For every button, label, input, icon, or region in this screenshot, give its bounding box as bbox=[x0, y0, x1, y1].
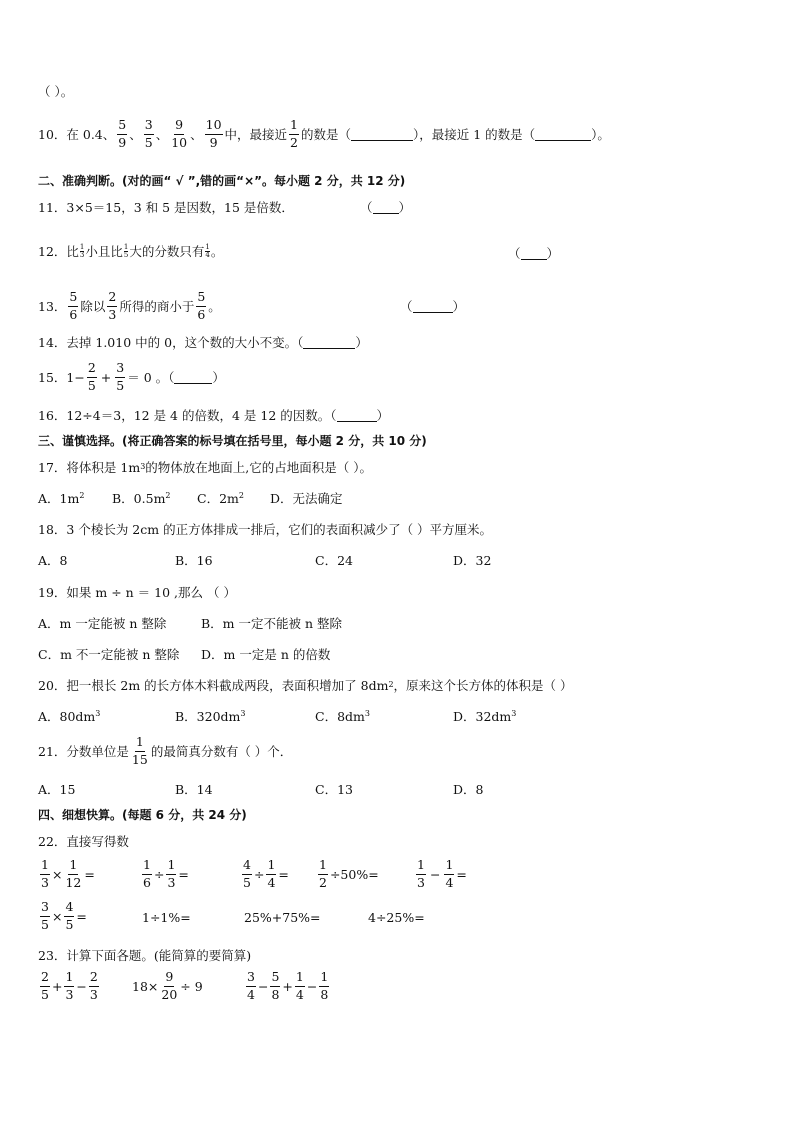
question-20: 20．把一根长 2m 的长方体木料截成两段，表面积增加了 8dm 2 ，原来这个长方体的体积是（ ） bbox=[38, 678, 573, 693]
question-11: 11．3×5＝15，3 和 5 是因数，15 是倍数． bbox=[38, 200, 294, 215]
option-b[interactable]: B．14 bbox=[175, 782, 213, 797]
question-22-title: 22．直接写得数 bbox=[38, 834, 129, 849]
option-b[interactable]: B．$0.5m^2$ bbox=[112, 490, 171, 506]
fraction: $\frac{3}{5}$ bbox=[144, 117, 153, 150]
section-heading-3: 三、谨慎选择。(将正确答案的标号填在括号里，每小题 2 分，共 10 分) bbox=[38, 434, 427, 448]
question-23-title: 23．计算下面各题。(能简算的要简算) bbox=[38, 948, 252, 963]
question-14: 14．去掉 1.010 中的 0，这个数的大小不变。（ ） bbox=[38, 335, 368, 350]
expression: $\frac{1}{3}$ × $\frac{1}{12}$ = bbox=[41, 857, 95, 890]
fraction: $\frac{1}{2}$ bbox=[290, 117, 298, 150]
fraction: $\frac{10}{9}$ bbox=[205, 117, 222, 150]
question-21: 21．分数单位是 $\frac{1}{15}$ 的最简真分数有（ ）个． bbox=[38, 734, 293, 767]
option-a[interactable]: A．15 bbox=[38, 782, 76, 797]
expression: 25%+75%= bbox=[244, 910, 321, 925]
section-heading-2: 二、准确判断。(对的画“ √ ”,错的画“×”。每小题 2 分，共 12 分) bbox=[38, 174, 406, 188]
answer-blank[interactable] bbox=[174, 371, 212, 384]
expression: $\frac{1}{2}$ ÷50%= bbox=[319, 857, 379, 890]
expression: 1÷1%= bbox=[142, 910, 191, 925]
question-10: 10． 在 0.4、 $\frac{5}{9}$ 、 $\frac{3}{5}$ 、 $\frac{9}{10}$ 、 $\frac{10}{9}$ 中，最接近 $\frac{1}{2}$ 的数是（ ），最接近 1 的数是（ ）。 bbox=[38, 117, 610, 150]
option-a[interactable]: A．$80dm^3$ bbox=[38, 708, 101, 724]
question-17: 17．将体积是 1m 3 的物体放在地面上,它的占地面积是（ ）。 bbox=[38, 460, 372, 475]
expression: $\frac{3}{5}$ × $\frac{4}{5}$ = bbox=[41, 899, 87, 932]
option-d[interactable]: D．8 bbox=[453, 782, 484, 797]
fraction: $\frac{3}{5}$ bbox=[116, 360, 125, 393]
question-19: 19．如果 m ÷ n ＝ 10 ,那么 （ ） bbox=[38, 585, 236, 600]
fraction: $\frac{9}{10}$ bbox=[171, 117, 188, 150]
previous-question-tail: （ ）。 bbox=[38, 84, 74, 99]
option-a[interactable]: A．m 一定能被 n 整除 bbox=[38, 616, 167, 631]
option-c[interactable]: C．$8dm^3$ bbox=[315, 708, 370, 724]
option-c[interactable]: C．13 bbox=[315, 782, 353, 797]
expression: $\frac{1}{3}$ − $\frac{1}{4}$ = bbox=[417, 857, 467, 890]
answer-paren: （ ） bbox=[360, 200, 412, 215]
fraction: 1 4 bbox=[205, 242, 210, 259]
answer-blank[interactable] bbox=[351, 128, 413, 141]
question-15: 15．1− $\frac{2}{5}$ + $\frac{3}{5}$ ＝ 0 。（ ） bbox=[38, 360, 225, 393]
fraction: 1 3 bbox=[79, 242, 85, 259]
answer-blank[interactable] bbox=[535, 128, 591, 141]
expression: $\frac{3}{4}$ − $\frac{5}{8}$ + $\frac{1}{4}$ − $\frac{1}{8}$ bbox=[247, 969, 329, 1002]
fraction: $\frac{5}{6}$ bbox=[197, 289, 206, 322]
answer-paren: （ ） bbox=[400, 299, 466, 314]
option-c[interactable]: C．m 不一定能被 n 整除 bbox=[38, 647, 180, 662]
fraction: $\frac{1}{15}$ bbox=[131, 734, 148, 767]
fraction: $\frac{5}{9}$ bbox=[118, 117, 127, 150]
fraction: 1 5 bbox=[123, 242, 129, 259]
answer-blank[interactable] bbox=[413, 300, 453, 313]
fraction: $\frac{2}{5}$ bbox=[87, 360, 96, 393]
option-d[interactable]: D．32 bbox=[453, 553, 492, 568]
option-b[interactable]: B．16 bbox=[175, 553, 213, 568]
expression: 18× $\frac{9}{20}$ ÷ 9 bbox=[132, 969, 203, 1002]
expression: $\frac{1}{6}$ ÷ $\frac{1}{3}$ = bbox=[143, 857, 189, 890]
option-b[interactable]: B．$320dm^3$ bbox=[175, 708, 246, 724]
option-d[interactable]: D．无法确定 bbox=[270, 491, 343, 506]
answer-paren: （ ） bbox=[508, 246, 560, 261]
expression: $\frac{4}{5}$ ÷ $\frac{1}{4}$ = bbox=[243, 857, 289, 890]
option-c[interactable]: C．24 bbox=[315, 553, 353, 568]
answer-blank[interactable] bbox=[303, 336, 355, 349]
answer-blank[interactable] bbox=[337, 409, 377, 422]
expression: 4÷25%= bbox=[368, 910, 425, 925]
option-d[interactable]: D．$32dm^3$ bbox=[453, 708, 517, 724]
question-13: 13． $\frac{5}{6}$ 除以 $\frac{2}{3}$ 所得的商小于 $\frac{5}{6}$ 。 bbox=[38, 289, 221, 322]
question-18: 18．3 个棱长为 2cm 的正方体排成一排后，它们的表面积减少了（ ）平方厘米。 bbox=[38, 522, 493, 537]
option-c[interactable]: C．$2m^2$ bbox=[197, 490, 244, 506]
question-12: 12．比 1 3 小且比 1 5 大的分数只有 1 4 。 bbox=[38, 242, 224, 259]
fraction: $\frac{2}{3}$ bbox=[108, 289, 117, 322]
expression: $\frac{2}{5}$ + $\frac{1}{3}$ − $\frac{2}{3}$ bbox=[41, 969, 98, 1002]
answer-blank[interactable] bbox=[373, 201, 399, 214]
fraction: $\frac{5}{6}$ bbox=[69, 289, 78, 322]
option-b[interactable]: B．m 一定不能被 n 整除 bbox=[201, 616, 343, 631]
option-a[interactable]: A．8 bbox=[38, 553, 68, 568]
section-heading-4: 四、细想快算。(每题 6 分，共 24 分) bbox=[38, 808, 247, 822]
answer-blank[interactable] bbox=[521, 247, 547, 260]
option-a[interactable]: A．$1m^2$ bbox=[38, 490, 85, 506]
option-d[interactable]: D．m 一定是 n 的倍数 bbox=[201, 647, 331, 662]
question-16: 16．12÷4＝3，12 是 4 的倍数，4 是 12 的因数。（ ） bbox=[38, 408, 390, 423]
